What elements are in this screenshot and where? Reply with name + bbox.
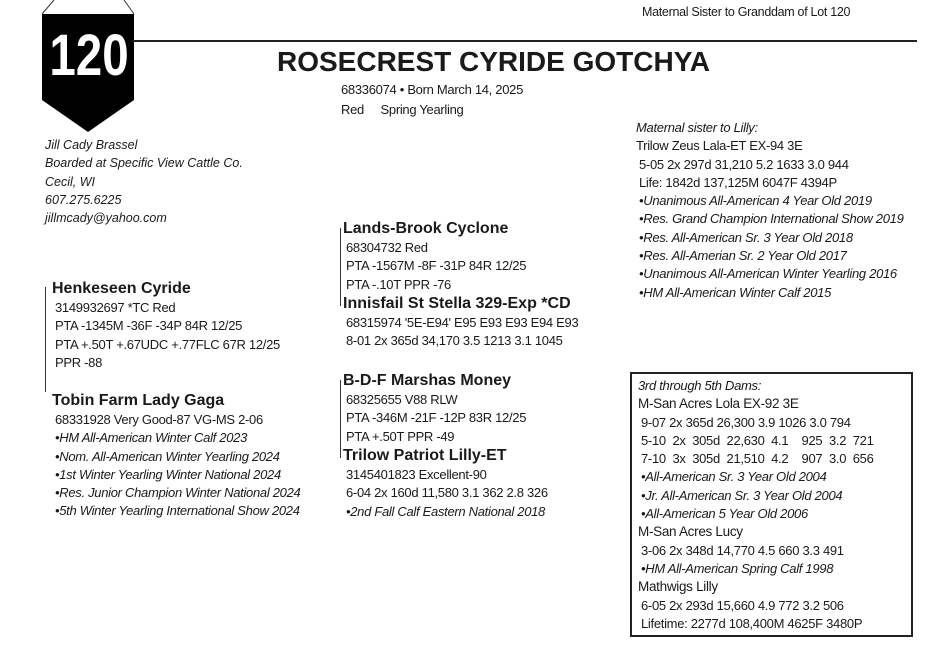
dam-award: •Res. Junior Champion Winter National 2024 xyxy=(55,485,301,501)
maternal-sister-award: •Res. All-Amerian Sr. 2 Year Old 2017 xyxy=(639,248,847,264)
pedigree-line-left xyxy=(45,287,46,392)
dam5-lifetime: Lifetime: 2277d 108,400M 4625F 3480P xyxy=(641,615,863,631)
dam-reg: 68331928 Very Good-87 VG-MS 2-06 xyxy=(55,412,263,427)
paternal-granddam-record: 8-01 2x 365d 34,170 3.5 1213 3.1 1045 xyxy=(346,333,563,349)
dam5-record: 6-05 2x 293d 15,660 4.9 772 3.2 506 xyxy=(641,597,844,613)
paternal-grandsire-pta-1: PTA -1567M -8F -31P 84R 12/25 xyxy=(346,258,527,274)
header-rule xyxy=(132,40,917,42)
consignor-location: Cecil, WI xyxy=(45,174,95,189)
sire-ppr: PPR -88 xyxy=(55,354,103,370)
maternal-grandsire-pta-1: PTA -346M -21F -12P 83R 12/25 xyxy=(346,410,527,426)
dam3-award: •All-American 5 Year Old 2006 xyxy=(641,506,808,522)
sire-pta-1: PTA -1345M -36F -34P 84R 12/25 xyxy=(55,318,243,334)
maternal-sister-award: •Res. All-American Sr. 3 Year Old 2018 xyxy=(639,229,853,245)
dam3-record: 7-10 3x 305d 21,510 4.2 907 3.0 656 xyxy=(641,451,874,467)
paternal-grandsire-pta-2: PTA -.10T PPR -76 xyxy=(346,276,451,292)
relation-note: Maternal Sister to Granddam of Lot 120 xyxy=(642,5,851,19)
paternal-grandsire-reg: 68304732 Red xyxy=(346,240,428,255)
lot-number: 120 xyxy=(49,23,129,88)
maternal-sister-award: •Res. Grand Champion International Show 2019 xyxy=(639,211,904,227)
reg-birth-date: 68336074 • Born March 14, 2025 xyxy=(341,82,524,97)
ancestor-dams-heading: 3rd through 5th Dams: xyxy=(638,378,762,393)
pedigree-line-maternal xyxy=(340,380,341,458)
maternal-sister-record: 5-05 2x 297d 31,210 5.2 1633 3.0 944 xyxy=(639,156,849,172)
animal-name: ROSECREST CYRIDE GOTCHYA xyxy=(277,46,711,77)
consignor-boarding: Boarded at Specific View Cattle Co. xyxy=(45,156,243,171)
dam4-record: 3-06 2x 348d 14,770 4.5 660 3.3 491 xyxy=(641,542,844,558)
paternal-granddam-name: Innisfail St Stella 329-Exp *CD xyxy=(343,295,571,312)
color-class xyxy=(341,101,463,119)
dam3-award: •Jr. All-American Sr. 3 Year Old 2004 xyxy=(641,487,843,503)
maternal-sister-award: •HM All-American Winter Calf 2015 xyxy=(639,284,832,300)
maternal-sister-lifetime: Life: 1842d 137,125M 6047F 4394P xyxy=(639,174,837,190)
dam3-name: M-San Acres Lola EX-92 3E xyxy=(638,396,799,412)
maternal-granddam-reg: 3145401823 Excellent-90 xyxy=(346,467,487,482)
sire-pta-2: PTA +.50T +.67UDC +.77FLC 67R 12/25 xyxy=(55,336,280,352)
paternal-grandsire-block xyxy=(343,219,526,294)
maternal-granddam-award: •2nd Fall Calf Eastern National 2018 xyxy=(346,503,545,519)
ancestor-dams-content xyxy=(638,377,874,633)
maternal-grandsire-reg: 68325655 V88 RLW xyxy=(346,392,458,407)
dam3-record: 9-07 2x 365d 26,300 3.9 1026 3.0 794 xyxy=(641,414,851,430)
dam4-name: M-San Acres Lucy xyxy=(638,524,743,540)
maternal-sister-name: Trilow Zeus Lala-ET EX-94 3E xyxy=(636,138,803,154)
maternal-sister-award: •Unanimous All-American Winter Yearling 2016 xyxy=(639,266,897,282)
maternal-sister-block xyxy=(636,119,904,302)
dam5-name: Mathwigs Lilly xyxy=(638,579,718,595)
maternal-granddam-name: Trilow Patriot Lilly-ET xyxy=(343,447,507,464)
dam-award: •HM All-American Winter Calf 2023 xyxy=(55,430,248,446)
consignor-name: Jill Cady Brassel xyxy=(45,138,138,152)
pedigree-line-paternal xyxy=(340,228,341,306)
dam3-award: •All-American Sr. 3 Year Old 2004 xyxy=(641,469,827,485)
maternal-granddam-block xyxy=(343,446,548,521)
consignor-email: jillmcady@yahoo.com xyxy=(45,211,167,226)
sire-block xyxy=(52,279,280,372)
maternal-grandsire-name: B-D-F Marshas Money xyxy=(343,372,512,389)
maternal-granddam-record: 6-04 2x 160d 11,580 3.1 362 2.8 326 xyxy=(346,485,548,501)
paternal-grandsire-name: Lands-Brook Cyclone xyxy=(343,220,509,237)
dam-award: •Nom. All-American Winter Yearling 2024 xyxy=(55,448,280,464)
maternal-grandsire-block xyxy=(343,371,526,446)
dam4-award: •HM All-American Spring Calf 1998 xyxy=(641,560,834,576)
paternal-granddam-classification: 68315974 '5E-E94' E95 E93 E93 E94 E93 xyxy=(346,315,579,330)
consignor-phone: 607.275.6225 xyxy=(45,192,122,207)
dam-award: •5th Winter Yearling International Show 2024 xyxy=(55,503,300,519)
dam-name: Tobin Farm Lady Gaga xyxy=(52,392,225,409)
dam-block xyxy=(52,391,300,521)
maternal-sister-award: •Unanimous All-American 4 Year Old 2019 xyxy=(639,193,872,209)
consignor-info xyxy=(45,136,243,227)
dam3-record: 5-10 2x 305d 22,630 4.1 925 3.2 721 xyxy=(641,432,874,448)
sire-name: Henkeseen Cyride xyxy=(52,280,191,297)
color: Red xyxy=(341,102,364,117)
paternal-granddam-block xyxy=(343,294,578,351)
maternal-grandsire-pta-2: PTA +.50T PPR -49 xyxy=(346,428,455,444)
maternal-sister-heading: Maternal sister to Lilly: xyxy=(636,120,758,135)
sire-reg: 3149932697 *TC Red xyxy=(55,300,176,315)
class: Spring Yearling xyxy=(380,102,464,117)
dam-award: •1st Winter Yearling Winter National 2024 xyxy=(55,466,281,482)
